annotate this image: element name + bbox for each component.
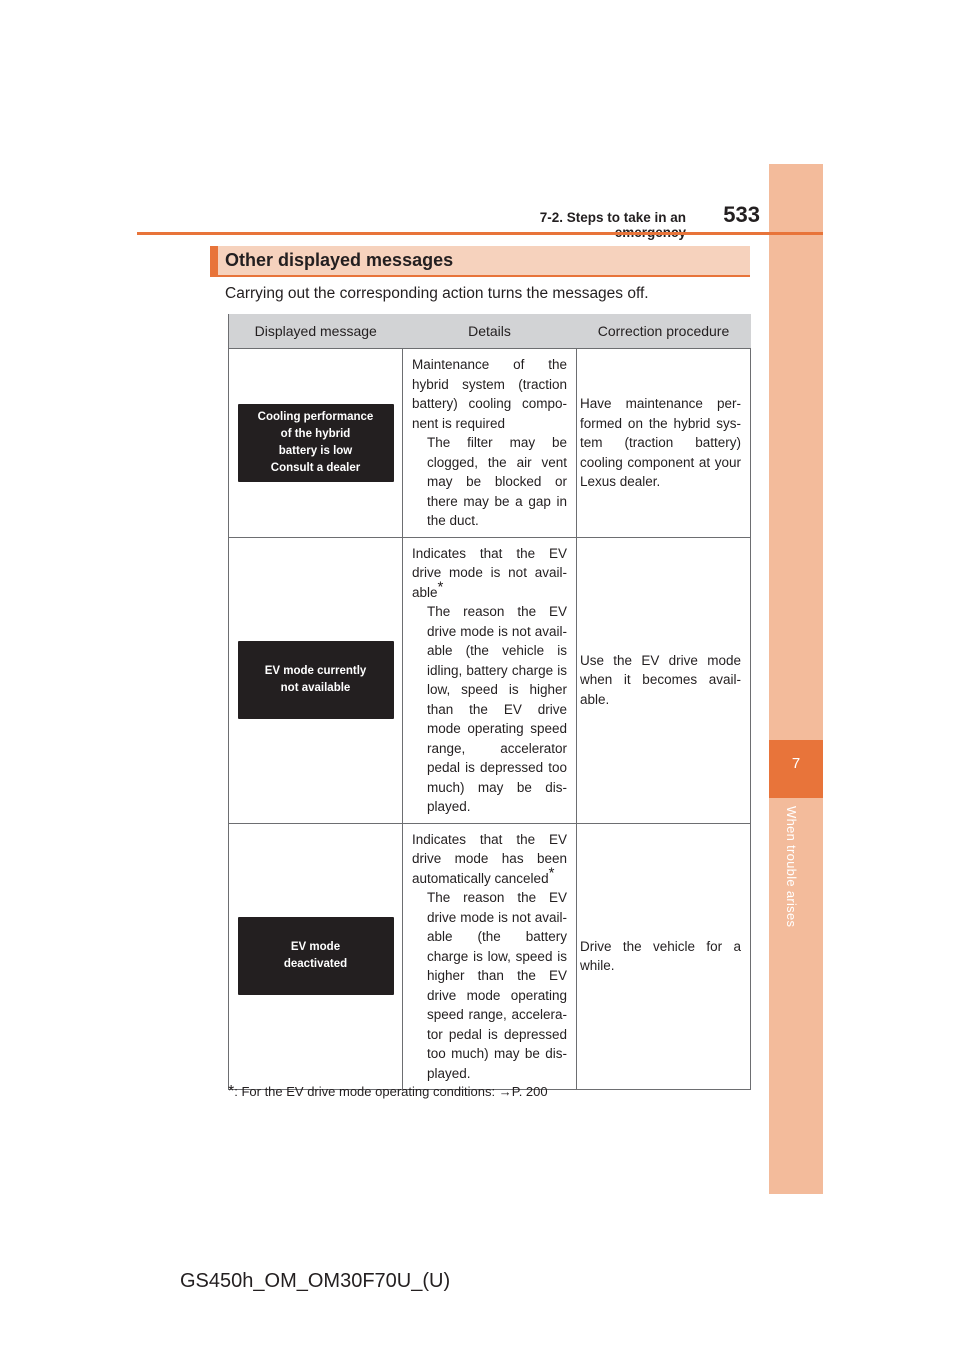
section-title-underline xyxy=(210,275,750,277)
document-code: GS450h_OM_OM30F70U_(U) xyxy=(180,1270,451,1292)
detail-head-text: Indicates that the EV drive mode is not avail-able xyxy=(412,545,567,600)
detail-head xyxy=(412,830,567,889)
detail-sub: The filter may be clogged, the air vent may be blocked or there may be a gap in the duct. xyxy=(427,435,567,528)
page-number: 533 xyxy=(723,202,760,227)
message-screen-image xyxy=(238,917,394,995)
chapter-label-text: When trouble arises xyxy=(784,806,799,928)
detail-sub: The reason the EV drive mode is not avail-able (the battery charge is low, speed is higher than the EV drive mode operating speed range, accelera-tor pedal is depressed too much) may be dis-played. xyxy=(427,890,567,1081)
correction-cell: Use the EV drive mode when it becomes avail-able. xyxy=(577,537,751,823)
chapter-number: 7 xyxy=(791,755,801,772)
displayed-message-cell xyxy=(229,823,403,1090)
messages-table xyxy=(228,314,751,1090)
detail-head xyxy=(412,544,567,603)
table-row xyxy=(229,537,751,823)
running-header: 7-2. Steps to take in an xyxy=(539,210,686,225)
detail-head-text: Indicates that the EV drive mode has been automatically canceled xyxy=(412,831,567,886)
message-screen-text: EV mode deactivated xyxy=(283,941,348,971)
side-tab-band xyxy=(769,164,823,1194)
footnote-marker: * xyxy=(548,864,555,881)
section-title: Other displayed messages xyxy=(225,250,454,270)
message-screen-text: Cooling performance of the hybrid battery is low Consult a dealer xyxy=(257,410,374,474)
footnote-text: : For the EV drive mode operating conditions: →P. 200 xyxy=(234,1084,548,1099)
column-header-displayed-message: Displayed message xyxy=(229,314,403,349)
table-row xyxy=(229,349,751,538)
table-header-row xyxy=(229,314,751,349)
footnote-marker: * xyxy=(437,578,444,595)
correction-cell: Drive the vehicle for a while. xyxy=(577,823,751,1090)
section-intro: Carrying out the corresponding action turns the messages off. xyxy=(225,285,649,302)
displayed-message-cell xyxy=(229,537,403,823)
chapter-label xyxy=(784,806,808,986)
header-rule xyxy=(137,232,823,235)
message-screen-text: EV mode currently not available xyxy=(264,665,367,694)
footnote-asterisk: * xyxy=(228,1083,235,1100)
correction-cell: Have maintenance per-formed on the hybrid sys-tem (traction battery) cooling component at your Lexus dealer. xyxy=(577,349,751,538)
details-cell xyxy=(403,349,577,538)
detail-head: Maintenance of the hybrid system (traction battery) cooling compo-nent is required xyxy=(412,357,567,431)
column-header-details: Details xyxy=(403,314,577,349)
details-cell xyxy=(403,537,577,823)
detail-sub: The reason the EV drive mode is not avail-able (the vehicle is idling, battery charge is low, speed is higher than the EV drive mode operating speed range, accelerator pedal is depressed too much) may be dis-played. xyxy=(427,604,567,814)
table-row xyxy=(229,823,751,1090)
footnote xyxy=(228,1083,548,1101)
column-header-correction: Correction procedure xyxy=(577,314,751,349)
message-screen-image xyxy=(238,641,394,719)
message-screen-image xyxy=(238,404,394,482)
section-title-accent xyxy=(210,246,218,276)
details-cell xyxy=(403,823,577,1090)
displayed-message-cell xyxy=(229,349,403,538)
